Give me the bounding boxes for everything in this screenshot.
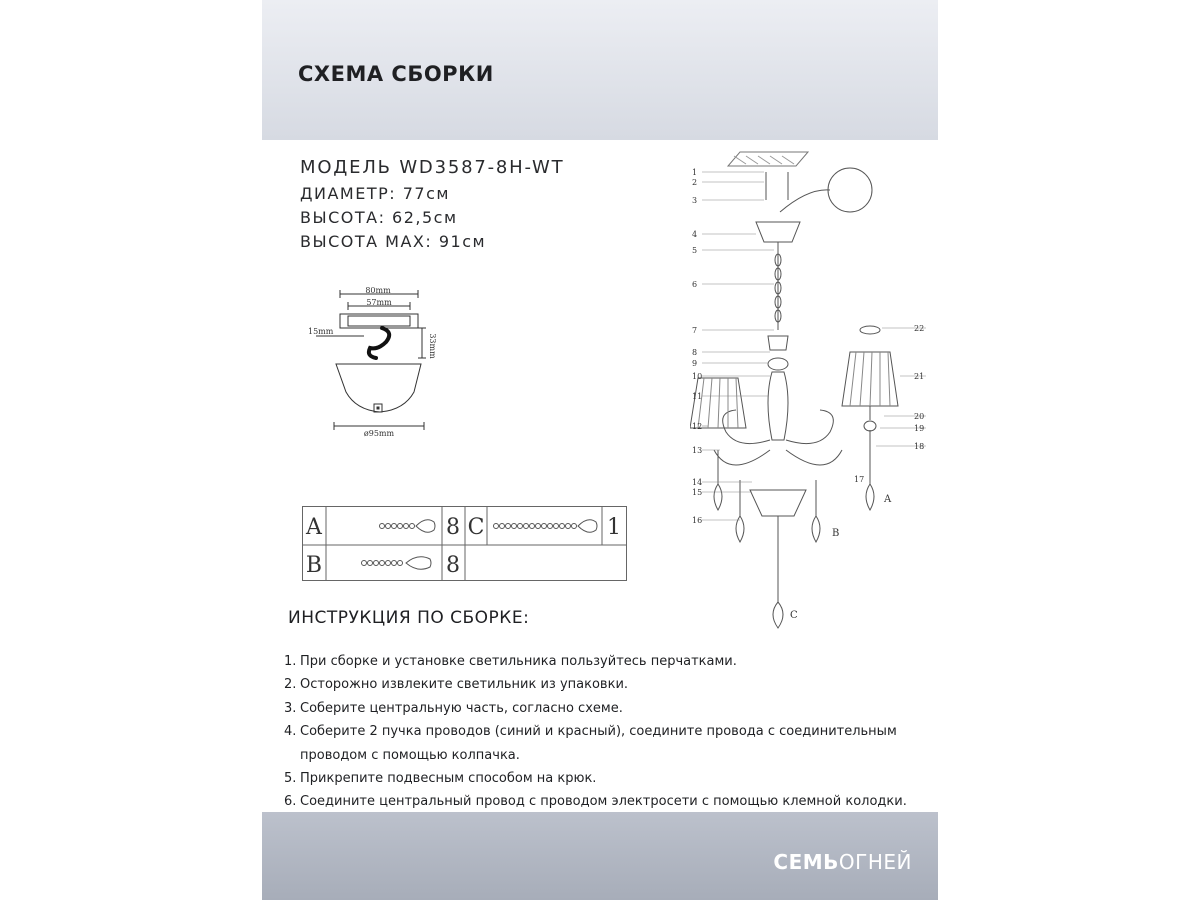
callout-number: 6: [692, 280, 698, 289]
instructions-list: [284, 650, 934, 814]
callout-number: 3: [692, 196, 698, 205]
model-name: МОДЕЛЬ WD3587-8H-WT: [300, 157, 565, 178]
hook-canopy-diagram: [306, 284, 446, 440]
part-a-label: A: [306, 515, 322, 540]
callout-number: 1: [692, 168, 698, 177]
brand-logo: [773, 850, 912, 874]
callout-number: 18: [914, 442, 925, 451]
instruction-text: Соедините центральный провод с проводом электросети с помощью клемной колодки.: [300, 794, 907, 810]
crystal-b-icon: [362, 557, 432, 570]
callout-number: 9: [692, 359, 698, 368]
crystal-label-a: A: [884, 494, 892, 505]
footer-band: [262, 812, 938, 900]
part-c-label: C: [467, 515, 485, 540]
callout-number: 19: [914, 424, 925, 433]
callout-number: 4: [692, 230, 698, 239]
instruction-text: Осторожно извлеките светильник из упаковки.: [300, 677, 629, 693]
callout-number: 11: [692, 392, 703, 401]
crystal-label-c: C: [790, 610, 798, 621]
page-title: СХЕМА СБОРКИ: [298, 62, 494, 86]
instruction-item: [284, 650, 934, 673]
callout-number: 8: [692, 348, 698, 357]
instruction-item: [284, 720, 934, 767]
instruction-item: [284, 673, 934, 696]
crystal-c-icon: [494, 520, 598, 533]
instruction-item: [284, 697, 934, 720]
dim-80: 80mm: [365, 286, 391, 295]
instruction-number: 1.: [284, 654, 297, 669]
callout-number: 15: [692, 488, 703, 497]
instruction-item: [284, 767, 934, 790]
instruction-text: Прикрепите подвесным способом на крюк.: [300, 771, 597, 787]
callout-number: 22: [914, 324, 925, 333]
callout-number: 12: [692, 422, 703, 431]
instruction-item: [284, 790, 934, 813]
crystal-label-b: B: [832, 528, 840, 539]
dim-33: 33mm: [428, 333, 437, 359]
dim-57: 57mm: [366, 298, 392, 307]
model-specs: [300, 156, 564, 254]
instruction-number: 5.: [284, 771, 297, 787]
callout-number: 2: [692, 178, 698, 187]
brand-light: ОГНЕЙ: [838, 850, 912, 874]
part-c-qty: 1: [607, 515, 621, 540]
chandelier-exploded-drawing: [690, 150, 930, 630]
callout-number: 20: [914, 412, 925, 421]
callout-number: 17: [854, 475, 865, 484]
header-band: [262, 0, 938, 140]
instruction-number: 2.: [284, 677, 297, 693]
brand-bold: СЕМЬ: [773, 850, 839, 874]
instruction-number: 4.: [284, 724, 297, 740]
hook-icon: [369, 328, 389, 358]
instructions-title: ИНСТРУКЦИЯ ПО СБОРКЕ:: [288, 608, 530, 628]
instruction-number: 3.: [284, 700, 297, 716]
part-b-label: B: [305, 553, 323, 578]
instruction-text: Соберите 2 пучка проводов (синий и красный), соедините провода с соединительным проводом с помощью колпачка.: [300, 724, 897, 763]
crystal-a-icon: [380, 520, 436, 533]
callout-number: 5: [692, 246, 698, 255]
instruction-text: Соберите центральную часть, согласно схеме.: [300, 700, 623, 716]
callout-number: 21: [914, 372, 925, 381]
callout-number: 10: [692, 372, 703, 381]
callout-number: 16: [692, 516, 703, 525]
callout-number: 13: [692, 446, 703, 455]
spec-diameter: ДИАМЕТР: 77см: [300, 184, 450, 203]
crystal-parts-table: [302, 506, 632, 582]
part-a-qty: 8: [446, 515, 460, 540]
part-b-qty: 8: [446, 553, 460, 578]
instruction-number: 6.: [284, 794, 297, 810]
assembly-sheet: [262, 0, 938, 900]
dim-15: 15mm: [308, 327, 334, 336]
dim-95: ø95mm: [363, 429, 395, 438]
callout-number: 14: [692, 478, 703, 487]
spec-height-max: ВЫСОТА MAX: 91см: [300, 232, 487, 251]
instruction-text: При сборке и установке светильника пользуйтесь перчатками.: [300, 654, 737, 669]
callout-number: 7: [692, 326, 698, 335]
spec-height: ВЫСОТА: 62,5см: [300, 208, 458, 227]
